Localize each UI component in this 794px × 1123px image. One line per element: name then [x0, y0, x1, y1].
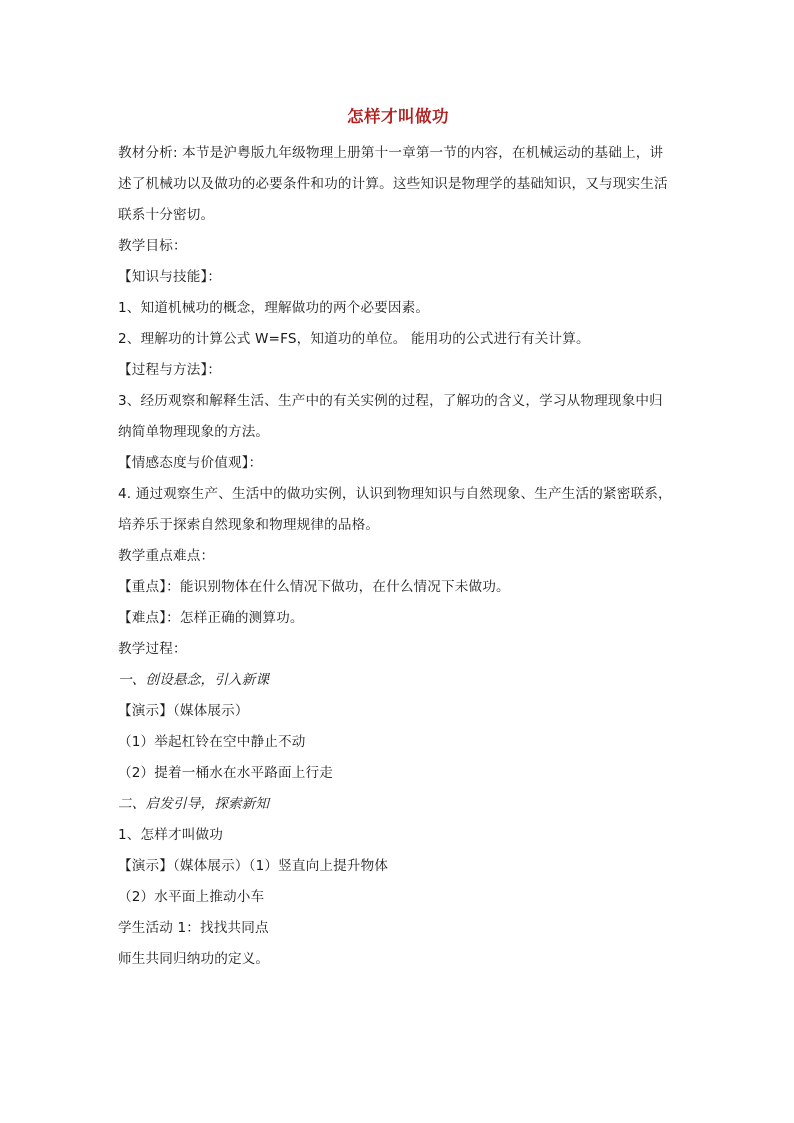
paragraph-analysis-3: 联系十分密切。 — [118, 207, 215, 223]
paragraph-goal-4a: 4. 通过观察生产、生活中的做功实例，认识到物理知识与自然现象、生产生活的紧密联系， — [118, 486, 672, 502]
paragraph-demo-1: 【演示】（媒体展示） — [118, 703, 249, 719]
paragraph-analysis-2: 述了机械功以及做功的必要条件和功的计算。这些知识是物理学的基础知识，又与现实生活 — [118, 176, 668, 192]
paragraph-keypoints-heading: 教学重点难点： — [118, 548, 215, 564]
paragraph-demo-2: 【演示】（媒体展示）（1）竖直向上提升物体 — [118, 858, 389, 874]
paragraph-goals-heading: 教学目标： — [118, 238, 187, 254]
paragraph-difficulty: 【难点】：怎样正确的测算功。 — [118, 610, 304, 626]
paragraph-activity-1: 学生活动 1：找找共同点 — [118, 920, 269, 936]
paragraph-goal-2: 2、理解功的计算公式 W=FS，知道功的单位。 能用功的公式进行有关计算。 — [118, 331, 590, 347]
document-title: 怎样才叫做功 — [347, 107, 449, 126]
paragraph-analysis-1: 教材分析: 本节是沪粤版九年级物理上册第十一章第一节的内容，在机械运动的基础上，讲 — [118, 145, 664, 161]
paragraph-goal-1: 1、知道机械功的概念，理解做功的两个必要因素。 — [118, 300, 430, 316]
paragraph-knowledge-heading: 【知识与技能】： — [118, 269, 222, 285]
paragraph-demo-2-b: （2）水平面上推动小车 — [118, 889, 265, 905]
document-body — [118, 138, 678, 975]
paragraph-keypoint: 【重点】：能识别物体在什么情况下做功，在什么情况下未做功。 — [118, 579, 510, 595]
paragraph-step-2: 二、启发引导，探索新知 — [118, 796, 270, 812]
paragraph-attitude-heading: 【情感态度与价值观】： — [118, 455, 263, 471]
paragraph-step-1: 一、创设悬念，引入新课 — [118, 672, 270, 688]
paragraph-process-heading: 【过程与方法】： — [118, 362, 222, 378]
paragraph-goal-3b: 纳简单物理现象的方法。 — [118, 424, 270, 440]
paragraph-summary: 师生共同归纳功的定义。 — [118, 951, 270, 967]
paragraph-goal-4b: 培养乐于探索自然现象和物理规律的品格。 — [118, 517, 380, 533]
paragraph-demo-1-a: （1）举起杠铃在空中静止不动 — [118, 734, 306, 750]
paragraph-sub-1: 1、怎样才叫做功 — [118, 827, 224, 843]
paragraph-goal-3a: 3、经历观察和解释生活、生产中的有关实例的过程，了解功的含义，学习从物理现象中归 — [118, 393, 663, 409]
document-page — [118, 100, 678, 975]
paragraph-demo-1-b: （2）提着一桶水在水平路面上行走 — [118, 765, 333, 781]
paragraph-process-steps-heading: 教学过程： — [118, 641, 187, 657]
